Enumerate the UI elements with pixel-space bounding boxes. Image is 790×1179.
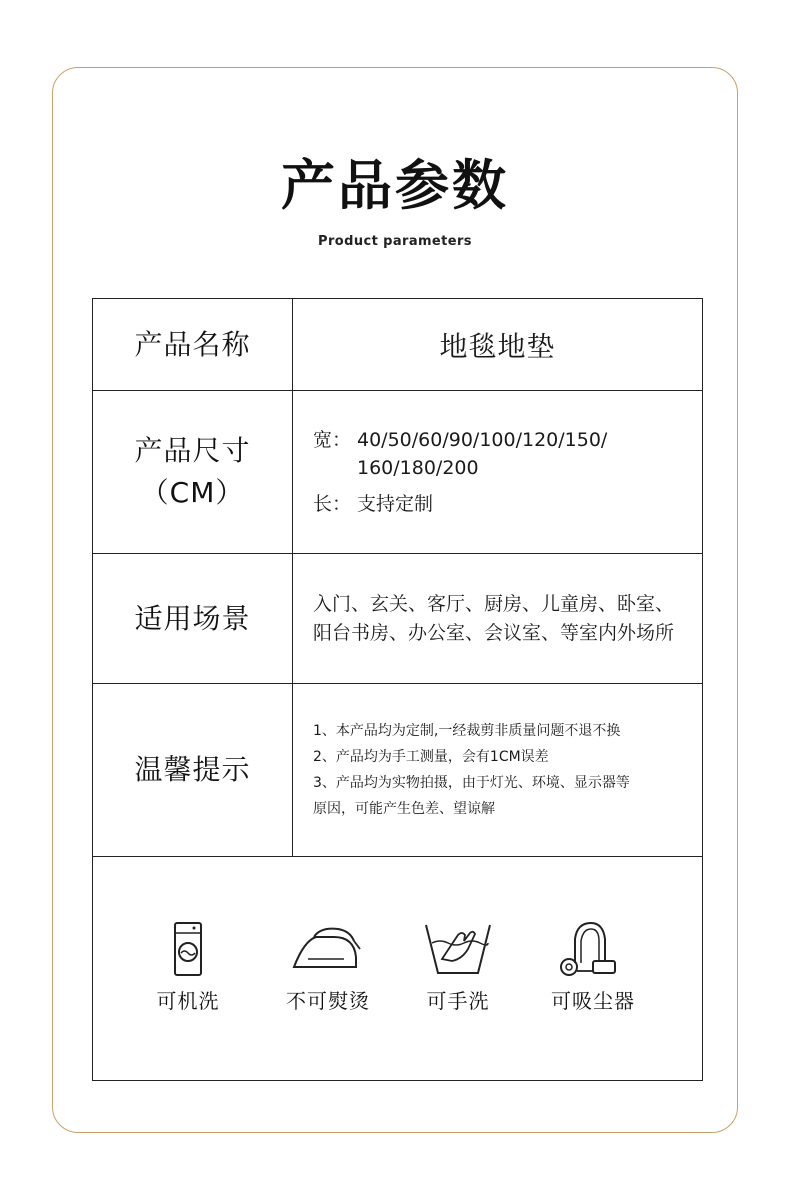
tip-item: 1、本产品均为定制,一经裁剪非质量问题不退不换	[313, 723, 621, 739]
care-label: 可手洗	[426, 989, 490, 1013]
page-subtitle: Product parameters	[318, 234, 472, 249]
tips-label: 温馨提示	[134, 753, 251, 786]
name-label: 产品名称	[134, 327, 251, 361]
hand-wash-icon	[418, 919, 498, 979]
length-line	[313, 490, 692, 518]
name-value: 地毯地垫	[439, 329, 556, 363]
row-value-size	[313, 391, 692, 553]
row-value-scene	[313, 554, 692, 683]
care-item-machine-wash	[128, 919, 248, 1014]
width-line	[313, 426, 692, 482]
length-value: 支持定制	[357, 493, 434, 515]
row-label-scene	[93, 554, 292, 683]
tip-item: 2、产品均为手工测量，会有1CM误差	[313, 749, 549, 765]
table-row-name	[93, 299, 702, 391]
care-instructions	[93, 857, 702, 1081]
length-key: 长：	[313, 493, 352, 515]
table-row-size	[93, 391, 702, 554]
washing-machine-icon	[148, 919, 228, 979]
table-row-tips	[93, 684, 702, 857]
tip-item: 3、产品均为实物拍摄，由于灯光、环境、显示器等	[313, 775, 630, 791]
column-divider	[292, 684, 293, 857]
size-label: 产品尺寸	[134, 434, 251, 467]
iron-icon	[288, 919, 368, 979]
parameters-table	[92, 298, 703, 1081]
scene-label: 适用场景	[134, 601, 251, 635]
row-label-tips	[93, 684, 292, 856]
tip-item: 原因，可能产生色差、望谅解	[313, 801, 495, 817]
column-divider	[292, 391, 293, 554]
row-label-size	[93, 391, 292, 553]
column-divider	[292, 554, 293, 684]
care-label: 可机洗	[156, 989, 220, 1013]
care-label: 可吸尘器	[551, 989, 635, 1013]
row-label-name	[93, 299, 292, 390]
vacuum-cleaner-icon	[553, 919, 633, 979]
care-item-hand-wash	[398, 919, 518, 1014]
care-label: 不可熨烫	[286, 989, 370, 1013]
row-value-name	[293, 299, 702, 390]
scene-value: 入门、玄关、客厅、厨房、儿童房、卧室、阳台书房、办公室、会议室、等室内外场所	[313, 592, 675, 644]
page-title: 产品参数	[281, 154, 509, 217]
care-item-vacuum	[533, 919, 653, 1014]
care-item-no-iron	[268, 919, 388, 1014]
row-value-tips	[313, 684, 692, 856]
table-row-scene	[93, 554, 702, 684]
size-unit-label: （CM）	[140, 476, 245, 509]
width-value: 40/50/60/90/100/120/150/ 160/180/200	[357, 429, 608, 479]
width-key: 宽：	[313, 429, 352, 451]
